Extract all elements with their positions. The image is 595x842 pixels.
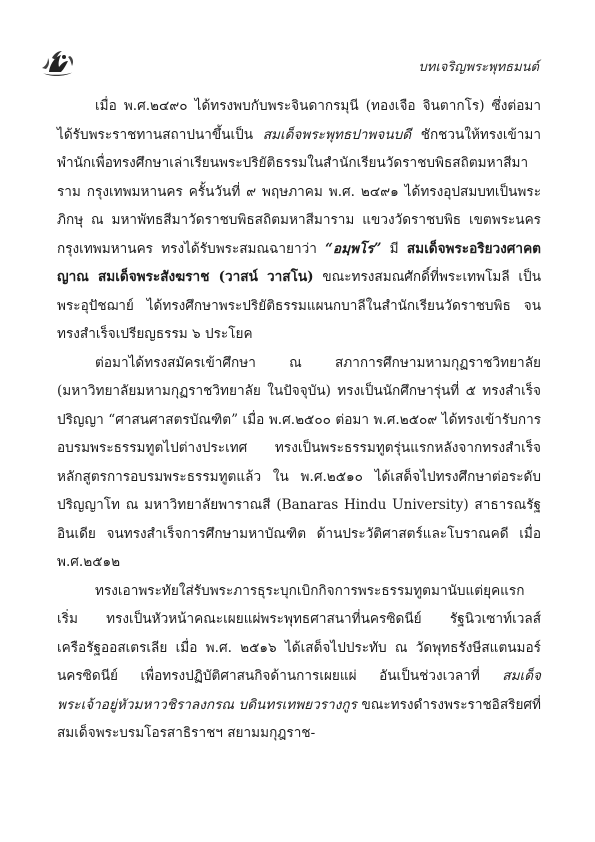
text-segment: ทรงเอาพระทัยใส่รับพระภารธุระบุกเบิกกิจการพระธรรมทูตมานับแต่ยุคแรกเริ่ม ทรงเป็นหัวหน้าคณะเผยแผ่พระพุทธศาสนาที่นครซิดนีย์ รัฐนิวเซาท์เวลส์ เครือรัฐออสเตรเลีย เมื่อ พ.ศ. ๒๕๑๖ ได้เสด็จไปประทับ ณ วัดพุทธรังษีสแตนมอร์ นครซิดนีย์ เพื่อทรงปฏิบัติศาสนกิจด้านการเผยแผ่ อันเป็นช่วงเวลาที่ xyxy=(57,582,541,684)
text-segment: ขณะทรงดำรงพระราชอิสริยศที่ สมเด็จพระบรมโอรสาธิราชฯ สยามมกุฎราช- xyxy=(57,696,541,741)
monastic-name: “อมฺพโร” xyxy=(325,240,382,257)
page-header xyxy=(40,48,539,82)
text-segment: ต่อมาได้ทรงสมัครเข้าศึกษา ณ สภาการศึกษามหามกุฏราชวิทยาลัย (มหาวิทยาลัยมหามกุฏราชวิทยาลัย ในปัจจุบัน) ทรงเป็นนักศึกษารุ่นที่ ๕ ทรงสำเร็จปริญญา “ศาสนศาสตรบัณฑิต” เมื่อ พ.ศ.๒๕๐๐ ต่อมา พ.ศ.๒๕๐๙ ได้ทรงเข้ารับการอบรมพระธรรมทูตไปต่างประเทศ ทรงเป็นพระธรรมทูตรุ่นแรกหลังจากทรงสำเร็จหลักสูตรการอบรมพระธรรมทูตแล้ว ใน พ.ศ.๒๕๑๐ ได้เสด็จไปทรงศึกษาต่อระดับปริญญาโท ณ มหาวิทยาลัยพาราณสี (Banaras Hindu University) สาธารณรัฐอินเดีย จนทรงสำเร็จการศึกษามหาบัณฑิต ด้านประวัติศาสตร์และโบราณคดี เมื่อ พ.ศ.๒๕๑๒ xyxy=(57,354,541,570)
royal-title-italic: สมเด็จพระพุทธปาพจนบดี xyxy=(262,126,412,143)
running-title: บทเจริญพระพุทธมนต์ xyxy=(418,60,539,75)
text-segment: เมื่อ พ.ศ.๒๔๙๐ ได้ทรงพบกับพระจินดากรมุนี (ทองเจือ จินตากโร) ซึ่งต่อมาได้รับพระราชทานสถาปนาขึ้นเป็น xyxy=(57,98,541,143)
paragraph-ordination xyxy=(57,92,541,349)
text-segment: ขณะทรงสมณศักดิ์ที่พระเทพโมลี เป็นพระอุปัชฌาย์ ได้ทรงศึกษาพระปริยัติธรรมแผนกบาลีในสำนักเรียนวัดราชบพิธ จนทรงสำเร็จเปรียญธรรม ๖ ประโยค xyxy=(57,269,541,342)
paragraph-education xyxy=(57,349,541,577)
emblem-logo-icon xyxy=(40,48,76,78)
text-segment: ชักชวนให้ทรงเข้ามาพำนักเพื่อทรงศึกษาเล่าเรียนพระปริยัติธรรมในสำนักเรียนวัดราชบพิธสถิตมหาสีมาราม กรุงเทพมหานคร ครั้นวันที่ ๙ พฤษภาคม พ.ศ. ๒๔๙๑ ได้ทรงอุปสมบทเป็นพระภิกษุ ณ มหาพัทธสีมาวัดราชบพิธสถิตมหาสีมาราม แขวงวัดราชบพิธ เขตพระนคร กรุงเทพมหานคร ทรงได้รับพระสมณฉายาว่า xyxy=(57,126,541,257)
royal-name-italic: สมเด็จพระเจ้าอยู่หัวมหาวชิราลงกรณ บดินทรเทพยวรางกูร xyxy=(57,668,541,713)
text-segment: มี xyxy=(381,240,407,257)
paragraph-missionary xyxy=(57,577,541,748)
body-text xyxy=(57,92,541,748)
preceptor-name-bold: สมเด็จพระอริยวงศาคตญาณ สมเด็จพระสังฆราช (วาสน์ วาสโน) xyxy=(57,240,541,285)
